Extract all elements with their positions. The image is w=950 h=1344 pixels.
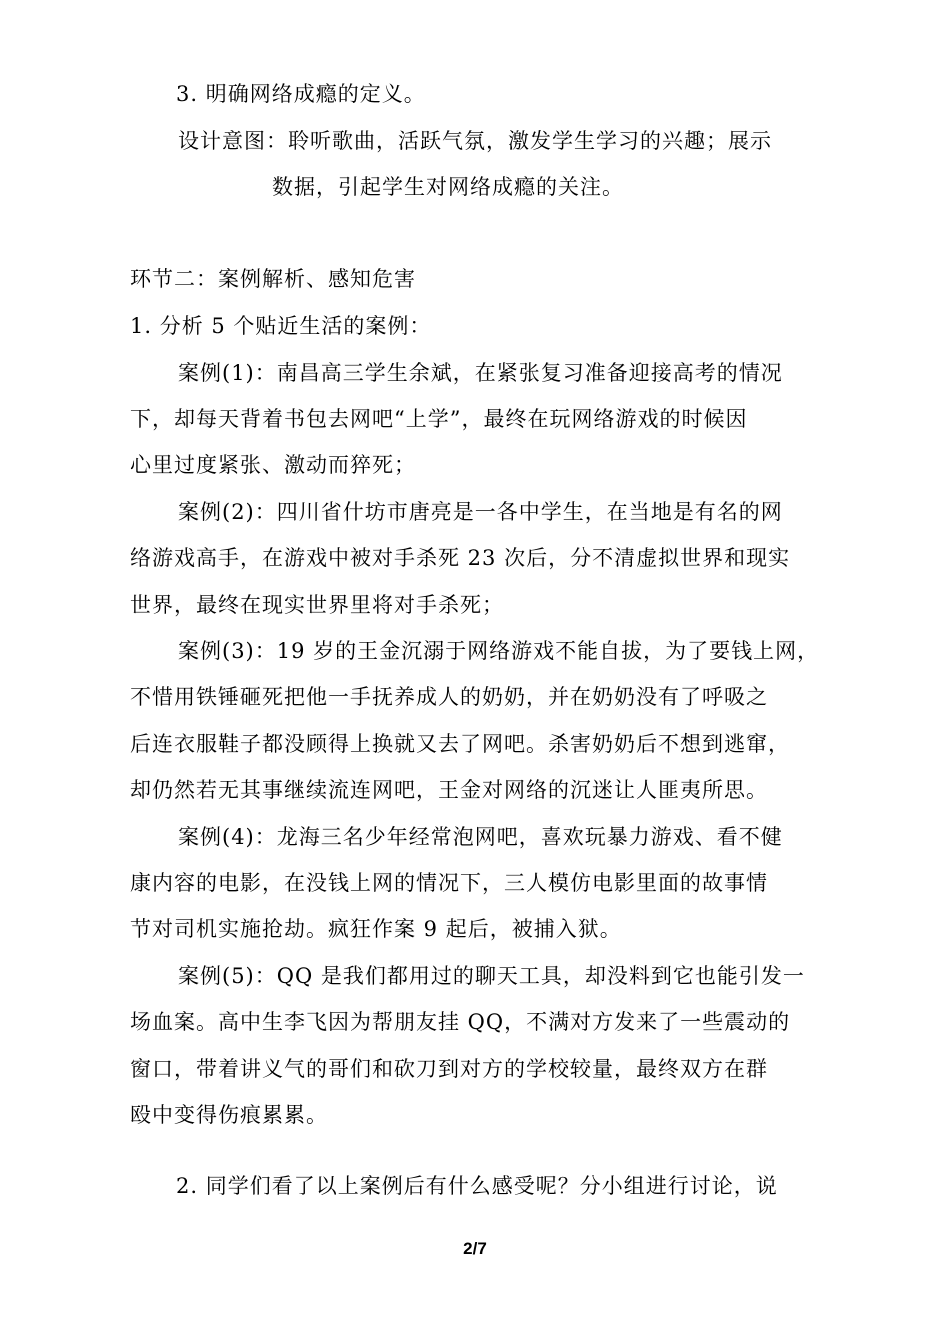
case-2-line-2: 络游戏高手，在游戏中被对手杀死 23 次后，分不清虚拟世界和现实 — [130, 546, 791, 570]
case-4-line-1: 案例(4)：龙海三名少年经常泡网吧，喜欢玩暴力游戏、看不健 — [178, 825, 783, 849]
analysis-intro: 1. 分析 5 个贴近生活的案例： — [130, 314, 432, 338]
section-heading: 环节二：案例解析、感知危害 — [130, 267, 416, 291]
case-2-line-1: 案例(2)：四川省什坊市唐亮是一各中学生，在当地是有名的网 — [178, 500, 783, 524]
case-3-line-1: 案例(3)：19 岁的王金沉溺于网络游戏不能自拔，为了要钱上网， — [178, 639, 820, 663]
case-1-line-2: 下，却每天背着书包去网吧“上学”，最终在玩网络游戏的时候因 — [130, 407, 748, 431]
case-5-line-2: 场血案。高中生李飞因为帮朋友挂 QQ，不满对方发来了一些震动的 — [130, 1010, 791, 1034]
design-intent-line-1: 设计意图：聆听歌曲，活跃气氛，激发学生学习的兴趣；展示 — [178, 129, 772, 153]
discussion-prompt: 2. 同学们看了以上案例后有什么感受呢？分小组进行讨论，说 — [176, 1174, 778, 1198]
case-1-line-3: 心里过度紧张、激动而猝死； — [130, 453, 416, 477]
case-3-line-2: 不惜用铁锤砸死把他一手抚养成人的奶奶，并在奶奶没有了呼吸之 — [130, 685, 768, 709]
case-3-line-3: 后连衣服鞋子都没顾得上换就又去了网吧。杀害奶奶后不想到逃窜， — [130, 732, 790, 756]
step-3-line: 3. 明确网络成瘾的定义。 — [176, 82, 426, 106]
case-4-line-3: 节对司机实施抢劫。疯狂作案 9 起后，被捕入狱。 — [130, 917, 622, 941]
design-intent-line-2: 数据，引起学生对网络成瘾的关注。 — [272, 175, 624, 199]
case-4-line-2: 康内容的电影，在没钱上网的情况下，三人模仿电影里面的故事情 — [130, 871, 768, 895]
case-5-line-1: 案例(5)：QQ 是我们都用过的聊天工具，却没料到它也能引发一 — [178, 964, 805, 988]
case-2-line-3: 世界，最终在现实世界里将对手杀死； — [130, 593, 504, 617]
case-5-line-4: 殴中变得伤痕累累。 — [130, 1103, 328, 1127]
case-5-line-3: 窗口，带着讲义气的哥们和砍刀到对方的学校较量，最终双方在群 — [130, 1057, 768, 1081]
page-number: 2/7 — [463, 1239, 487, 1258]
case-1-line-1: 案例(1)：南昌高三学生余斌，在紧张复习准备迎接高考的情况 — [178, 361, 783, 385]
case-3-line-4: 却仍然若无其事继续流连网吧，王金对网络的沉迷让人匪夷所思。 — [130, 778, 768, 802]
